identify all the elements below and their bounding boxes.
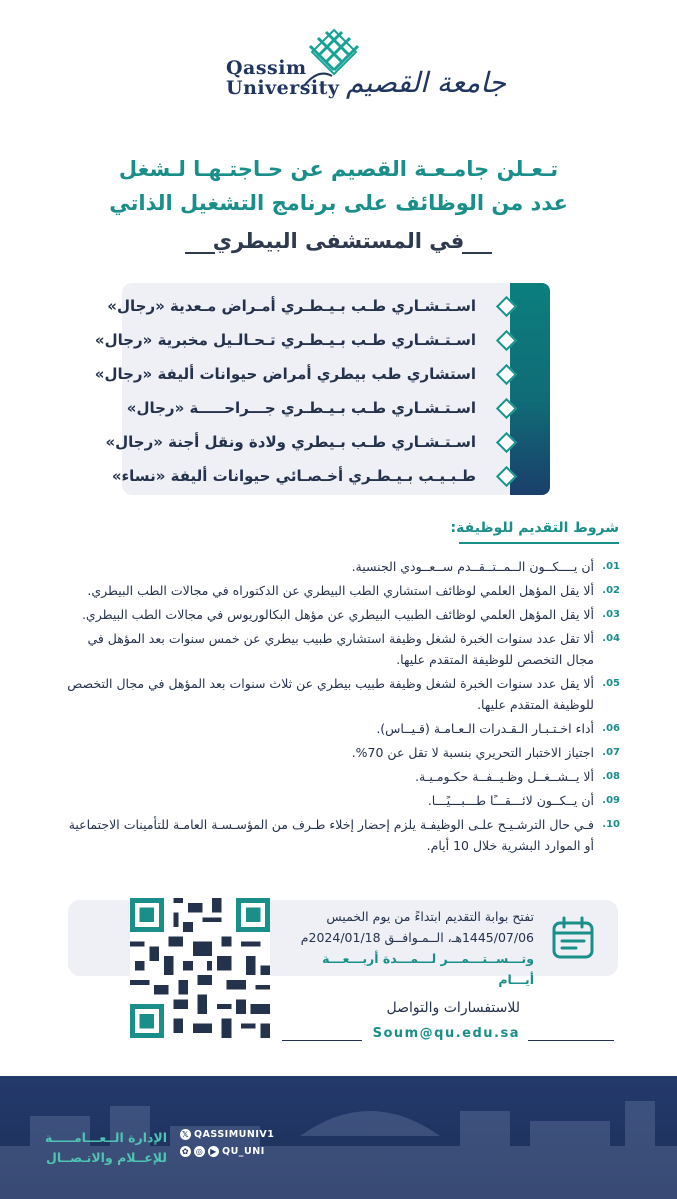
condition-item: 02. ألا يقل المؤهل العلمي لوظائف استشاري الطب البيطري عن الدكتوراه في مجالات الطب البيطري. — [87, 583, 620, 598]
condition-item: 09. أن يــكــون لائـــقـــًا طـــبـــيًـــا. — [427, 793, 620, 808]
condition-item: 01. أن يــــكــون الــمــتــقــدم ســعــودي الجنسية. — [351, 559, 620, 574]
headline-line-1: تـعـلن جامـعـة القصيم عن حـاجتـهـا لـشغل — [118, 157, 559, 181]
youtube-icon: ▶ — [208, 1146, 219, 1157]
condition-item: 10. فـي حال الترشـيـح علـى الوظيفـة يلزم إحضار إخلاء طـرف من المؤسـسـة العامـة للتأمينات الاجتماعية أو الموارد البشرية خلال 10 أيام. — [68, 817, 620, 853]
conditions-title: شروط التقديم للوظيفة: — [450, 520, 619, 536]
job-item: طـبـيـب بـيـطـري أخـصـائي حيوانات أليفة «نساء» — [122, 459, 510, 493]
conditions-list — [60, 556, 620, 859]
job-item: اسـتـشـاري طـب بـيـطـري تـحـالـيل مخبرية «رجال» — [122, 323, 510, 357]
jobs-accent-bar — [510, 283, 550, 495]
logo-arabic-text: جامعة القصيم — [346, 66, 507, 99]
job-item: اسـتـشـاري طـب بـيـطـري أمـراض مـعدية «رجال» — [122, 289, 510, 323]
headline-line-2: عدد من الوظائف على برنامج التشغيل الذاتي — [109, 191, 568, 215]
conditions-title-underline — [459, 542, 619, 544]
job-item: استشاري طب بيطري أمراض حيوانات أليفة «رجال» — [122, 357, 510, 391]
header — [0, 28, 677, 108]
job-item: اسـتـشـاري طـب بـيطري ولادة ونقل أجنة «رجال» — [122, 425, 510, 459]
inquiries-email-link[interactable]: Soum@qu.edu.sa — [372, 1026, 520, 1041]
divider — [282, 1040, 362, 1041]
snapchat-icon: ✿ — [181, 1147, 190, 1156]
instagram-icon: ◎ — [195, 1147, 204, 1156]
logo-english-text: Qassim University — [226, 57, 340, 99]
divider — [528, 1040, 614, 1041]
jobs-list — [94, 289, 510, 493]
condition-item: 04. ألا تقل عدد سنوات الخبرة لشغل وظيفة استشاري طبيب بيطري عن خمس سنوات بعد المؤهل في مجال التخصص للوظيفة المتقدم عليها. — [87, 631, 620, 667]
condition-item: 08. ألا يــشــغــل وظـيــفــة حكـومـيـة. — [415, 769, 620, 784]
job-item: اسـتـشـاري طـب بـيـطـري جـــراحـــــة «رجال» — [122, 391, 510, 425]
inquiries-label: للاستفسارات والتواصل — [386, 1000, 520, 1016]
location-heading: في المستشفى البيطري — [212, 229, 465, 253]
announcement-headline — [0, 152, 677, 220]
social-x-handle[interactable]: 𝕏 QASSIMUNIV1 — [180, 1129, 274, 1140]
calendar-icon — [548, 913, 598, 963]
social-handle-multi[interactable]: ✿ ◎ ▶ QU_UNI — [181, 1146, 265, 1157]
qr-code[interactable] — [130, 898, 270, 1038]
media-department-label: الإدارة الــعـــامـــــة للإعــلام والاتـصــال — [45, 1130, 167, 1165]
condition-item: 03. ألا يقل المؤهل العلمي لوظائف الطبيب البيطري عن مؤهل البكالوريوس في مجالات الطب البيطري. — [81, 607, 620, 622]
condition-item: 05. ألا يقل عدد سنوات الخبرة لشغل وظيفة طبيب بيطري عن ثلاث سنوات بعد المؤهل في مجال التخصص للوظيفة المتقدم عليها. — [67, 676, 620, 712]
condition-item: 07. اجتياز الاختبار التحريري بنسبة لا تقل عن 70%. — [351, 745, 620, 760]
apply-period-text: تفتح بوابة التقديم ابتداءً من يوم الخميس 1445/07/06هـ، الــمـوافــق 2024/01/18م وتـــســتـــمـــر لـــمـــدة أربـــعـــة أيـــام — [300, 909, 534, 987]
condition-item: 06. أداء اخـتـبـار الـقـدرات الـعـامـة (قـيــاس). — [376, 721, 620, 736]
x-logo-icon: 𝕏 — [180, 1129, 191, 1140]
